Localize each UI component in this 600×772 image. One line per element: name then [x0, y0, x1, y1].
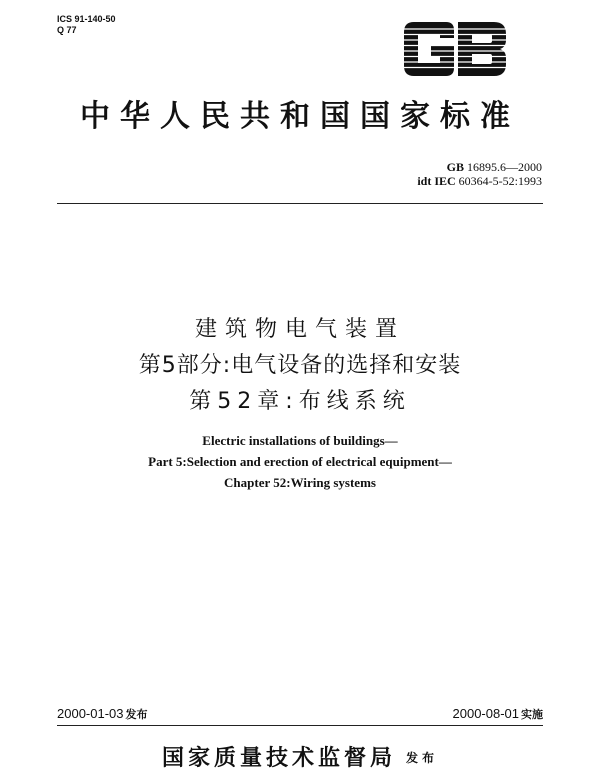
title-cn-line-3: 第52章:布线系统 — [189, 389, 411, 414]
idt-number: 60364-5-52:1993 — [458, 174, 542, 188]
national-standard-title: 中华人民共和国国家标准 — [80, 99, 520, 134]
ccs-code: Q 77 — [57, 25, 77, 35]
title-en-line-1: Electric installations of buildings— — [202, 433, 398, 448]
footer-divider — [57, 725, 543, 726]
issuer — [0, 741, 600, 772]
gb-logo-icon — [400, 18, 510, 80]
title-en-line-2: Part 5:Selection and erection of electrical equipment— — [148, 454, 452, 469]
title-cn-line-2: 第5部分:电气设备的选择和安装 — [138, 353, 462, 378]
title-en-line-3: Chapter 52:Wiring systems — [224, 475, 376, 490]
implementation-date-value: 2000-08-01 — [452, 706, 519, 721]
issuer-name: 国家质量技术监督局 — [161, 745, 396, 771]
issue-date — [57, 706, 148, 723]
header-divider — [57, 203, 543, 204]
issue-date-value: 2000-01-03 — [57, 706, 124, 721]
gb-number: 16895.6—2000 — [467, 160, 542, 174]
gb-logo-graphic — [400, 18, 510, 80]
idt-number-line — [417, 174, 542, 188]
implementation-date — [453, 706, 544, 723]
ics-code: ICS 91-140-50 — [57, 14, 116, 24]
standard-numbers — [417, 160, 542, 188]
issue-date-suffix: 发布 — [125, 708, 148, 721]
title-cn-line-1: 建筑物电气装置 — [194, 317, 405, 342]
idt-prefix: idt IEC — [417, 174, 456, 188]
gb-number-line — [417, 160, 542, 174]
implementation-date-suffix: 实施 — [521, 708, 543, 721]
issuer-suffix: 发布 — [406, 751, 439, 765]
gb-prefix: GB — [446, 160, 464, 174]
classification-codes — [57, 14, 116, 36]
